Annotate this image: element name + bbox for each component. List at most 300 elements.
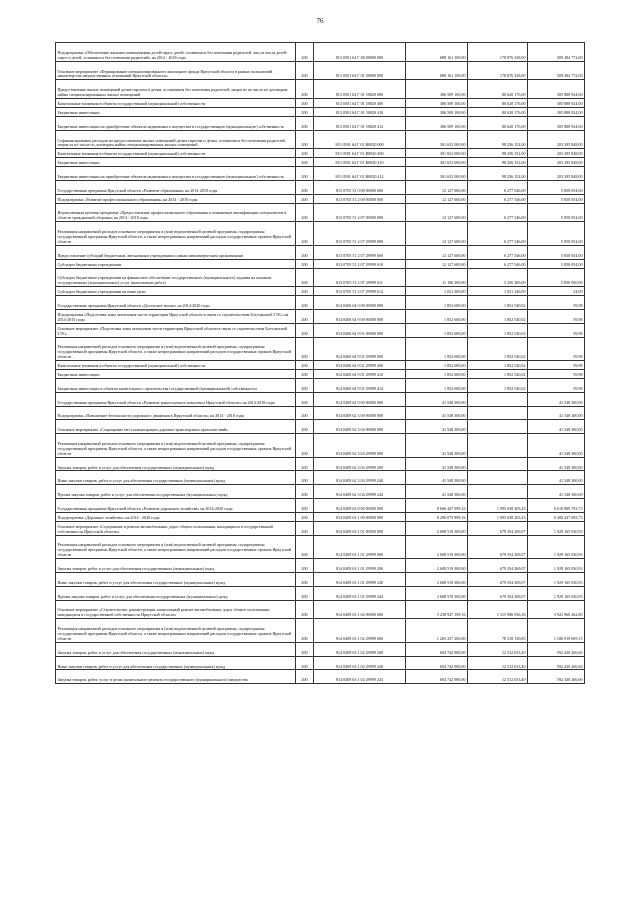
- row-plan-cell: 1 852 600,00: [406, 296, 468, 310]
- row-plan-cell: 1 852 600,00: [406, 361, 468, 370]
- row-executed-cell: 679 354 269,07: [468, 572, 528, 586]
- row-executed-cell: 6 277 546,00: [468, 194, 528, 203]
- row-plan-cell: 1 852 600,00: [406, 323, 468, 337]
- row-remainder-cell: 5 850 054,00: [528, 259, 585, 268]
- row-remainder-cell: 3 922 960 262,80: [528, 600, 585, 619]
- table-row: [56, 586, 585, 600]
- row-remainder-cell: 203 395 848,00: [528, 130, 585, 149]
- row-grbs-cell: 200: [296, 392, 314, 406]
- row-grbs-cell: 200: [296, 116, 314, 130]
- row-executed-cell: 679 354 269,07: [468, 586, 528, 600]
- row-remainder-cell: 6 300 437 693,73: [528, 512, 585, 521]
- row-plan-cell: 301 652 000,00: [406, 158, 468, 167]
- row-grbs-cell: 200: [296, 642, 314, 656]
- row-executed-cell: 98 256 152,00: [468, 130, 528, 149]
- row-remainder-cell: 59,98: [528, 323, 585, 337]
- row-plan-cell: 2 608 519 300,00: [406, 535, 468, 559]
- row-grbs-cell: 200: [296, 535, 314, 559]
- table-row: [56, 392, 585, 406]
- row-plan-cell: 11 106 300,00: [406, 268, 468, 287]
- row-code-cell: 813 0501 64 Г 01 50820 400: [314, 99, 406, 108]
- row-executed-cell: [468, 406, 528, 420]
- row-name-cell: Государственная программа Иркутской области «Доступное жилье» на 2014-2020 годы: [56, 296, 296, 310]
- row-grbs-cell: 200: [296, 268, 314, 287]
- row-plan-cell: 8 606 447 999,16: [406, 499, 468, 513]
- row-executed-cell: 178 876 328,00: [468, 43, 528, 62]
- row-code-cell: 813 0705 51 0 00 00000 000: [314, 180, 406, 194]
- table-row: [56, 600, 585, 619]
- row-name-cell: Бюджетные инвестиции: [56, 107, 296, 116]
- row-plan-cell: 12 127 600,00: [406, 194, 468, 203]
- row-remainder-cell: 59,98: [528, 370, 585, 379]
- row-name-cell: Закупка товаров, работ, услуг в целях капитального ремонта государственного (муниципального) имущества: [56, 670, 296, 684]
- row-code-cell: 814 0409 62 3 04 00000 000: [314, 420, 406, 434]
- row-executed-cell: [468, 434, 528, 458]
- row-grbs-cell: 200: [296, 259, 314, 268]
- row-code-cell: 814 0409 63 1 00 00000 000: [314, 512, 406, 521]
- row-name-cell: Предоставление жилых помещений детям-сиротам и детям, оставшимся без попечения родителей, лицам из их числа по договорам найма специализированных жилых помещений: [56, 80, 296, 99]
- table-row: [56, 268, 585, 287]
- row-plan-cell: 1 852 600,00: [406, 309, 468, 323]
- row-plan-cell: 386 509 100,00: [406, 107, 468, 116]
- row-name-cell: Реализация направлений расходов основного мероприятия и (или) ведомственной целевой программы, подпрограммы государственной программы Иркутской области, а также непрограммных направлений расходов государственных органов Иркутской области: [56, 434, 296, 458]
- row-plan-cell: 688 161 100,00: [406, 61, 468, 80]
- row-grbs-cell: 200: [296, 287, 314, 296]
- row-executed-cell: [468, 471, 528, 485]
- row-name-cell: Закупка товаров, работ и услуг для обеспечения государственных (муниципальных) нужд: [56, 457, 296, 471]
- table-row: [56, 512, 585, 521]
- row-remainder-cell: 54,00: [528, 287, 585, 296]
- row-executed-cell: 1 852 540,02: [468, 378, 528, 392]
- row-plan-cell: 12 127 600,00: [406, 222, 468, 246]
- row-executed-cell: 1 852 540,02: [468, 309, 528, 323]
- row-grbs-cell: 200: [296, 361, 314, 370]
- row-grbs-cell: 200: [296, 572, 314, 586]
- row-remainder-cell: 5 850 054,00: [528, 245, 585, 259]
- row-remainder-cell: 59,98: [528, 337, 585, 361]
- row-executed-cell: 78 318 130,85: [468, 619, 528, 643]
- row-code-cell: 814 0409 63 0 00 00000 000: [314, 499, 406, 513]
- row-code-cell: 813 0705 51 2 07 29999 600: [314, 245, 406, 259]
- row-name-cell: Ведомственная целевая программа «Предоставление профессионального образования и повышение квалификации специалистов в области гражданской обороны» на 2014 - 2018 годы: [56, 203, 296, 222]
- row-remainder-cell: 59,98: [528, 378, 585, 392]
- table-row: [56, 259, 585, 268]
- row-executed-cell: 1 852 540,02: [468, 323, 528, 337]
- row-plan-cell: 688 161 100,00: [406, 43, 468, 62]
- row-name-cell: Субсидии бюджетным учреждениям на иные цели: [56, 287, 296, 296]
- row-name-cell: Закупка товаров, работ и услуг для обеспечения государственных (муниципальных) нужд: [56, 559, 296, 573]
- row-executed-cell: 1 995 638 205,43: [468, 499, 528, 513]
- row-grbs-cell: 200: [296, 471, 314, 485]
- table-row: [56, 420, 585, 434]
- row-name-cell: Государственная программа Иркутской области «Развитие транспортного комплекса Иркутской области» на 2014-2018 годы: [56, 392, 296, 406]
- row-grbs-cell: 200: [296, 586, 314, 600]
- row-plan-cell: 1 265 237 200,00: [406, 619, 468, 643]
- row-remainder-cell: 1 929 165 030,93: [528, 559, 585, 573]
- row-grbs-cell: 200: [296, 222, 314, 246]
- table-row: [56, 471, 585, 485]
- row-grbs-cell: 200: [296, 107, 314, 116]
- table-row: [56, 203, 585, 222]
- table-row: [56, 107, 585, 116]
- row-plan-cell: 301 652 000,00: [406, 167, 468, 181]
- row-plan-cell: 2 608 519 300,00: [406, 559, 468, 573]
- row-executed-cell: [468, 420, 528, 434]
- row-code-cell: 814 0409 63 1 01 00000 000: [314, 521, 406, 535]
- row-executed-cell: 80 620 176,00: [468, 80, 528, 99]
- table-row: [56, 434, 585, 458]
- row-remainder-cell: 41 548 300,00: [528, 471, 585, 485]
- row-grbs-cell: 200: [296, 559, 314, 573]
- row-executed-cell: [468, 485, 528, 499]
- row-remainder-cell: 41 548 300,00: [528, 434, 585, 458]
- row-remainder-cell: 6 610 809 793,73: [528, 499, 585, 513]
- row-grbs-cell: 200: [296, 370, 314, 379]
- row-name-cell: Софинансирование расходов на предоставление жилых помещений детям-сиротам и детям, оставшимся без попечения родителей, лицам из их числа по договорам найма специализированных жилых помещений: [56, 130, 296, 149]
- table-row: [56, 323, 585, 337]
- row-code-cell: 813 0501 64 Г 01 R0820 412: [314, 167, 406, 181]
- row-code-cell: 814 0406 64 9 00 00000 000: [314, 309, 406, 323]
- row-remainder-cell: 203 395 848,00: [528, 149, 585, 158]
- row-executed-cell: 5 256 300,00: [468, 268, 528, 287]
- table-row: [56, 130, 585, 149]
- row-remainder-cell: 5 850 054,00: [528, 222, 585, 246]
- row-code-cell: 814 0409 63 1 02 29999 243: [314, 670, 406, 684]
- table-row: [56, 457, 585, 471]
- row-grbs-cell: 200: [296, 296, 314, 310]
- row-grbs-cell: 200: [296, 521, 314, 535]
- row-remainder-cell: 592 430 266,60: [528, 656, 585, 670]
- row-executed-cell: 12 312 633,40: [468, 656, 528, 670]
- row-remainder-cell: 305 888 924,00: [528, 116, 585, 130]
- row-executed-cell: 98 256 152,00: [468, 167, 528, 181]
- row-executed-cell: 6 277 546,00: [468, 245, 528, 259]
- row-code-cell: 814 0406 64 0 00 00000 000: [314, 296, 406, 310]
- row-plan-cell: 12 127 600,00: [406, 180, 468, 194]
- row-name-cell: Иные закупки товаров, работ и услуг для обеспечения государственных (муниципальных) нужд: [56, 572, 296, 586]
- row-executed-cell: 12 312 633,40: [468, 670, 528, 684]
- row-remainder-cell: 59,98: [528, 296, 585, 310]
- row-remainder-cell: 1 186 919 069,15: [528, 619, 585, 643]
- row-remainder-cell: 1 929 165 030,93: [528, 572, 585, 586]
- row-remainder-cell: 592 430 266,60: [528, 670, 585, 684]
- table-row: [56, 245, 585, 259]
- row-remainder-cell: 592 430 266,60: [528, 642, 585, 656]
- row-name-cell: Капитальные вложения в объекты государственной (муниципальной) собственности: [56, 99, 296, 108]
- row-plan-cell: 604 742 900,00: [406, 670, 468, 684]
- row-plan-cell: 8 296 075 899,16: [406, 512, 468, 521]
- row-code-cell: 814 0406 64 9 01 29999 414: [314, 378, 406, 392]
- table-row: [56, 406, 585, 420]
- row-name-cell: Реализация направлений расходов основного мероприятия и (или) ведомственной целевой программы, подпрограммы государственной программы Иркутской области, а также непрограммных направлений расходов государственных органов Иркутской области: [56, 619, 296, 643]
- row-code-cell: 814 0406 64 9 01 00000 000: [314, 323, 406, 337]
- row-executed-cell: [468, 392, 528, 406]
- row-code-cell: 814 0409 62 0 00 00000 000: [314, 392, 406, 406]
- row-grbs-cell: 200: [296, 61, 314, 80]
- table-row: [56, 656, 585, 670]
- row-executed-cell: 1 852 540,02: [468, 337, 528, 361]
- budget-table-body: [56, 43, 585, 684]
- table-row: [56, 149, 585, 158]
- table-row: [56, 559, 585, 573]
- page-number: 76: [316, 17, 324, 25]
- row-name-cell: Иные закупки товаров, работ и услуг для обеспечения государственных (муниципальных) нужд: [56, 471, 296, 485]
- row-remainder-cell: 1 929 165 030,93: [528, 535, 585, 559]
- row-plan-cell: 41 548 300,00: [406, 434, 468, 458]
- row-remainder-cell: 41 548 300,00: [528, 392, 585, 406]
- table-row: [56, 296, 585, 310]
- row-executed-cell: [468, 457, 528, 471]
- row-code-cell: 814 0409 63 1 02 00000 000: [314, 600, 406, 619]
- row-executed-cell: 80 620 176,00: [468, 107, 528, 116]
- row-grbs-cell: 200: [296, 656, 314, 670]
- row-grbs-cell: 200: [296, 512, 314, 521]
- row-code-cell: 814 0409 63 1 02 29999 200: [314, 642, 406, 656]
- row-executed-cell: 98 256 152,00: [468, 149, 528, 158]
- row-remainder-cell: 203 395 848,00: [528, 158, 585, 167]
- row-code-cell: 814 0409 62 3 04 29999 200: [314, 457, 406, 471]
- row-remainder-cell: 59,98: [528, 309, 585, 323]
- row-grbs-cell: 200: [296, 309, 314, 323]
- row-remainder-cell: 1 929 165 030,93: [528, 521, 585, 535]
- row-name-cell: Бюджетные инвестиции: [56, 158, 296, 167]
- table-row: [56, 309, 585, 323]
- table-row: [56, 80, 585, 99]
- table-row: [56, 194, 585, 203]
- row-remainder-cell: 305 888 924,00: [528, 107, 585, 116]
- row-grbs-cell: 200: [296, 619, 314, 643]
- row-code-cell: 813 0705 51 2 07 00000 000: [314, 203, 406, 222]
- table-row: [56, 370, 585, 379]
- row-name-cell: Основное мероприятие «Сокращение мест концентрации дорожно-транспортных происшествий»: [56, 420, 296, 434]
- row-code-cell: 813 0705 51 2 07 29999 612: [314, 287, 406, 296]
- row-name-cell: Бюджетные инвестиции: [56, 370, 296, 379]
- row-executed-cell: 6 277 546,00: [468, 222, 528, 246]
- row-plan-cell: 1 852 600,00: [406, 378, 468, 392]
- row-name-cell: Субсидии бюджетным учреждениям: [56, 259, 296, 268]
- table-row: [56, 535, 585, 559]
- table-row: [56, 61, 585, 80]
- row-name-cell: Реализация направлений расходов основного мероприятия и (или) ведомственной целевой программы, подпрограммы государственной программы Иркутской области, а также непрограммных направлений расходов государственных органов Иркутской области: [56, 222, 296, 246]
- table-row: [56, 670, 585, 684]
- row-grbs-cell: 200: [296, 130, 314, 149]
- row-plan-cell: 2 608 519 300,00: [406, 521, 468, 535]
- row-code-cell: 814 0409 62 3 04 29999 000: [314, 434, 406, 458]
- row-code-cell: 813 0501 64 Г 01 50820 000: [314, 80, 406, 99]
- row-name-cell: Подпрограмма «Развитие профессионального образования» на 2014 - 2018 годы: [56, 194, 296, 203]
- table-row: [56, 521, 585, 535]
- table-row: [56, 99, 585, 108]
- row-executed-cell: 12 312 633,40: [468, 642, 528, 656]
- table-row: [56, 337, 585, 361]
- row-remainder-cell: 5 850 054,00: [528, 180, 585, 194]
- row-code-cell: 813 0501 64 Г 00 00000 000: [314, 43, 406, 62]
- row-executed-cell: 1 852 540,02: [468, 296, 528, 310]
- row-grbs-cell: 200: [296, 80, 314, 99]
- row-name-cell: Капитальные вложения в объекты государственной (муниципальной) собственности: [56, 149, 296, 158]
- row-code-cell: 813 0501 64 Г 01 50820 410: [314, 107, 406, 116]
- row-executed-cell: 1 852 540,02: [468, 370, 528, 379]
- table-row: [56, 572, 585, 586]
- row-grbs-cell: 200: [296, 406, 314, 420]
- row-code-cell: 814 0409 63 1 01 29999 244: [314, 586, 406, 600]
- row-code-cell: 813 0501 64 Г 01 R0820 410: [314, 158, 406, 167]
- row-name-cell: Основное мероприятие «Формирование специализированного жилищного фонда Иркутской области в рамках полномочий министерства имущественных отношений Иркутской области»: [56, 61, 296, 80]
- row-plan-cell: 2 608 519 300,00: [406, 586, 468, 600]
- row-executed-cell: 679 354 269,07: [468, 521, 528, 535]
- row-remainder-cell: 41 548 300,00: [528, 420, 585, 434]
- row-grbs-cell: 200: [296, 245, 314, 259]
- row-name-cell: Прочая закупка товаров, работ и услуг для обеспечения государственных (муниципальных) нужд: [56, 586, 296, 600]
- row-remainder-cell: 305 888 924,00: [528, 99, 585, 108]
- row-code-cell: 814 0409 63 1 01 29999 000: [314, 535, 406, 559]
- row-code-cell: 813 0501 64 Г 01 50820 412: [314, 116, 406, 130]
- table-row: [56, 485, 585, 499]
- row-grbs-cell: 200: [296, 485, 314, 499]
- row-code-cell: 814 0406 64 9 01 29999 000: [314, 337, 406, 361]
- row-code-cell: 814 0409 63 1 01 29999 240: [314, 572, 406, 586]
- row-name-cell: Государственная программа Иркутской области «Развитие образования» на 2014-2018 годы: [56, 180, 296, 194]
- row-name-cell: Основное мероприятие «Подготовка зоны затопления части территории Иркутской области в связи со строительством Богучанской ГЭС»: [56, 323, 296, 337]
- row-remainder-cell: 59,98: [528, 361, 585, 370]
- row-remainder-cell: 5 850 054,00: [528, 203, 585, 222]
- row-plan-cell: 1 852 600,00: [406, 370, 468, 379]
- row-grbs-cell: 200: [296, 499, 314, 513]
- table-row: [56, 499, 585, 513]
- table-row: [56, 116, 585, 130]
- row-remainder-cell: 5 850 000,00: [528, 268, 585, 287]
- row-grbs-cell: 200: [296, 149, 314, 158]
- row-plan-cell: 41 548 300,00: [406, 392, 468, 406]
- row-code-cell: 814 0406 64 9 01 29999 410: [314, 370, 406, 379]
- row-code-cell: 813 0501 64 Г 01 R0820 000: [314, 130, 406, 149]
- row-plan-cell: 1 852 600,00: [406, 337, 468, 361]
- row-executed-cell: 6 277 546,00: [468, 203, 528, 222]
- row-code-cell: 814 0409 62 3 04 29999 240: [314, 471, 406, 485]
- row-plan-cell: 41 548 300,00: [406, 485, 468, 499]
- row-code-cell: 814 0409 62 3 00 00000 000: [314, 406, 406, 420]
- row-executed-cell: 1 315 986 936,36: [468, 600, 528, 619]
- row-name-cell: Предоставление субсидий бюджетным, автономным учреждениям и иным некоммерческим организациям: [56, 245, 296, 259]
- table-row: [56, 158, 585, 167]
- table-row: [56, 361, 585, 370]
- row-name-cell: Подпрограмма «Подготовка зоны затопления части территории Иркутской области в связи со строительством Богучанской ГЭС» на 2014-2015 годы: [56, 309, 296, 323]
- row-grbs-cell: 200: [296, 194, 314, 203]
- row-plan-cell: 41 548 300,00: [406, 471, 468, 485]
- row-code-cell: 813 0705 51 2 07 29999 000: [314, 222, 406, 246]
- row-name-cell: Закупка товаров, работ и услуг для обеспечения государственных (муниципальных) нужд: [56, 642, 296, 656]
- row-code-cell: 814 0409 63 1 02 29999 000: [314, 619, 406, 643]
- table-row: [56, 167, 585, 181]
- row-name-cell: Основное мероприятие «Строительство, реконструкция, капитальный ремонт автомобильных дорог общего пользования, находящихся в государственной собственности Иркутской области»: [56, 600, 296, 619]
- row-plan-cell: 386 509 100,00: [406, 116, 468, 130]
- row-code-cell: 813 0705 51 2 07 29999 610: [314, 259, 406, 268]
- row-grbs-cell: 200: [296, 99, 314, 108]
- row-grbs-cell: 200: [296, 420, 314, 434]
- row-grbs-cell: 200: [296, 323, 314, 337]
- row-code-cell: 814 0406 64 9 01 29999 400: [314, 361, 406, 370]
- row-remainder-cell: 509 284 772,00: [528, 43, 585, 62]
- row-plan-cell: 301 652 000,00: [406, 149, 468, 158]
- row-code-cell: 813 0705 51 2 07 29999 611: [314, 268, 406, 287]
- row-name-cell: Подпрограмма «Дорожное хозяйство» на 2014 - 2020 годы: [56, 512, 296, 521]
- row-plan-cell: 2 608 519 300,00: [406, 572, 468, 586]
- row-grbs-cell: 200: [296, 167, 314, 181]
- row-plan-cell: 386 509 100,00: [406, 99, 468, 108]
- row-plan-cell: 301 652 000,00: [406, 130, 468, 149]
- row-code-cell: 813 0501 64 Г 01 R0820 400: [314, 149, 406, 158]
- row-grbs-cell: 200: [296, 457, 314, 471]
- row-executed-cell: 98 256 152,00: [468, 158, 528, 167]
- budget-table-sheet: [55, 42, 584, 684]
- table-row: [56, 43, 585, 62]
- row-remainder-cell: 1 929 165 030,93: [528, 586, 585, 600]
- table-row: [56, 642, 585, 656]
- row-name-cell: Бюджетные инвестиции в объекты капитального строительства государственной (муниципальной) собственности: [56, 378, 296, 392]
- table-row: [56, 378, 585, 392]
- row-code-cell: 814 0409 63 1 01 29999 200: [314, 559, 406, 573]
- row-code-cell: 813 0705 51 2 00 00000 000: [314, 194, 406, 203]
- row-plan-cell: 12 127 600,00: [406, 203, 468, 222]
- row-name-cell: Подпрограмма «Повышение безопасности дорожного движения в Иркутской области» на 2014 - 2018 годы: [56, 406, 296, 420]
- row-executed-cell: 80 620 176,00: [468, 116, 528, 130]
- row-remainder-cell: 41 548 300,00: [528, 457, 585, 471]
- row-executed-cell: 80 620 176,00: [468, 99, 528, 108]
- row-name-cell: Субсидии бюджетным учреждениям на финансовое обеспечение государственного (муниципального) задания на оказание государственных (муниципальных) услуг (выполнение работ): [56, 268, 296, 287]
- row-grbs-cell: 200: [296, 203, 314, 222]
- row-grbs-cell: 200: [296, 43, 314, 62]
- row-plan-cell: 41 548 300,00: [406, 420, 468, 434]
- row-executed-cell: 178 876 328,00: [468, 61, 528, 80]
- row-name-cell: Бюджетные инвестиции на приобретение объектов недвижимого имущества в государственную (муниципальную) собственность: [56, 116, 296, 130]
- row-code-cell: 813 0501 64 Г 01 00000 000: [314, 61, 406, 80]
- row-remainder-cell: 5 850 054,00: [528, 194, 585, 203]
- row-name-cell: Прочая закупка товаров, работ и услуг для обеспечения государственных (муниципальных) нужд: [56, 485, 296, 499]
- budget-table: [55, 42, 585, 684]
- row-plan-cell: 5 238 947 199,16: [406, 600, 468, 619]
- row-executed-cell: 6 277 546,00: [468, 180, 528, 194]
- row-grbs-cell: 200: [296, 434, 314, 458]
- row-plan-cell: 12 127 600,00: [406, 259, 468, 268]
- row-plan-cell: 604 742 900,00: [406, 656, 468, 670]
- row-code-cell: 814 0409 63 1 02 29999 240: [314, 656, 406, 670]
- row-grbs-cell: 200: [296, 378, 314, 392]
- row-name-cell: Иные закупки товаров, работ и услуг для обеспечения государственных (муниципальных) нужд: [56, 656, 296, 670]
- row-plan-cell: 41 548 300,00: [406, 457, 468, 471]
- row-name-cell: Капитальные вложения в объекты государственной (муниципальной) собственности: [56, 361, 296, 370]
- row-name-cell: Основное мероприятие «Содержание и ремонт автомобильных дорог общего пользования, находящихся в государственной собственности Иркутской области»: [56, 521, 296, 535]
- row-plan-cell: 604 742 900,00: [406, 642, 468, 656]
- row-name-cell: Бюджетные инвестиции на приобретение объектов недвижимого имущества в государственную (муниципальную) собственность: [56, 167, 296, 181]
- row-executed-cell: 1 995 638 205,43: [468, 512, 528, 521]
- table-row: [56, 619, 585, 643]
- row-grbs-cell: 200: [296, 158, 314, 167]
- row-grbs-cell: 200: [296, 670, 314, 684]
- table-row: [56, 222, 585, 246]
- row-remainder-cell: 41 548 300,00: [528, 485, 585, 499]
- row-name-cell: Реализация направлений расходов основного мероприятия и (или) ведомственной целевой программы, подпрограммы государственной программы Иркутской области, а также непрограммных направлений расходов государственных органов Иркутской области: [56, 535, 296, 559]
- row-name-cell: Реализация направлений расходов основного мероприятия и (или) ведомственной целевой программы, подпрограммы государственной программы Иркутской области, а также непрограммных направлений расходов государственных органов Иркутской области: [56, 337, 296, 361]
- row-executed-cell: 679 354 269,07: [468, 559, 528, 573]
- row-remainder-cell: 203 395 848,00: [528, 167, 585, 181]
- row-remainder-cell: 41 548 300,00: [528, 406, 585, 420]
- row-grbs-cell: 200: [296, 600, 314, 619]
- row-code-cell: 814 0409 62 3 04 29999 244: [314, 485, 406, 499]
- row-plan-cell: 41 548 300,00: [406, 406, 468, 420]
- row-executed-cell: 1 852 540,02: [468, 361, 528, 370]
- table-row: [56, 180, 585, 194]
- row-executed-cell: 679 354 269,07: [468, 535, 528, 559]
